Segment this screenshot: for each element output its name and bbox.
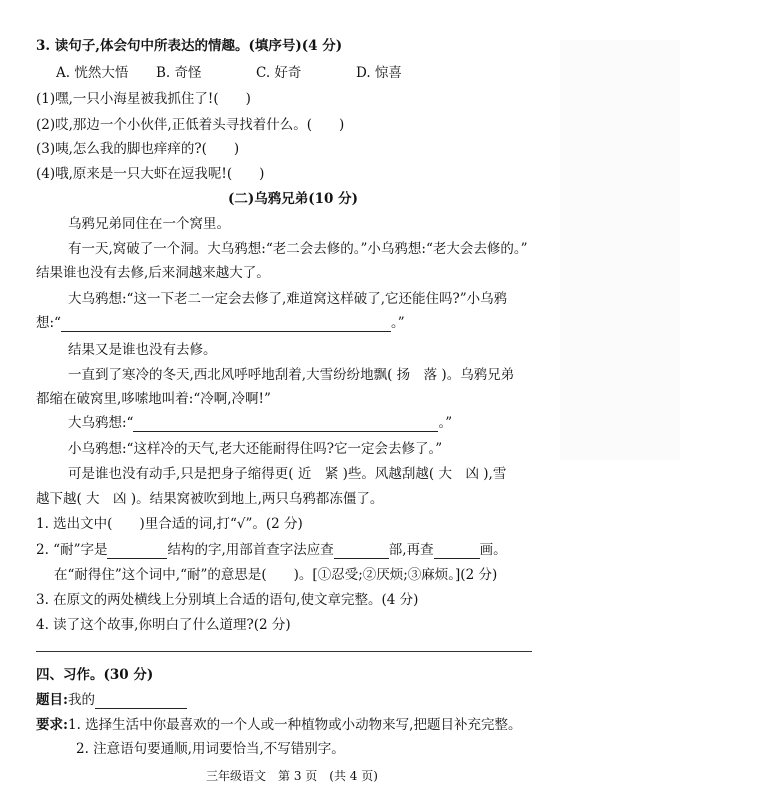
q3-option-c: C. 好奇 xyxy=(256,65,302,81)
writing-topic-label: 题目: xyxy=(36,692,68,708)
story-p5a: 一直到了寒冷的冬天,西北风呼呼地刮着,大雪纷纷地飘( 扬 落 )。乌鸦兄弟 xyxy=(68,367,515,383)
q2-part-d: 画。 xyxy=(479,542,507,558)
story-p2b: 结果谁也没有去修,后来洞越来越大了。 xyxy=(36,265,270,281)
story-p1: 乌鸦兄弟同住在一个窝里。 xyxy=(68,216,230,232)
story-question-2 xyxy=(36,541,507,559)
writing-req-label: 要求: xyxy=(36,717,68,733)
q3-item-3: (3)咦,怎么我的脚也痒痒的?( ) xyxy=(36,141,240,157)
q3-title: 3. 读句子,体会句中所表达的情趣。(填序号)(4 分) xyxy=(36,38,343,54)
q2-part-b: 结构的字,用部首查字法应查 xyxy=(167,542,334,558)
story-p3a: 大乌鸦想:“这一下老二一定会去修了,难道窝这样破了,它还能住吗?”小乌鸦 xyxy=(68,291,508,307)
story-question-3: 3. 在原文的两处横线上分别填上合适的语句,使文章完整。(4 分) xyxy=(36,592,419,608)
q2-blank-radical[interactable] xyxy=(334,544,389,559)
writing-topic xyxy=(36,691,187,709)
story-p8a: 可是谁也没有动手,只是把身子缩得更( 近 紧 )些。风越刮越( 大 凶 ),雪 xyxy=(68,466,507,482)
q3-option-b: B. 奇怪 xyxy=(156,65,202,81)
q2-blank-structure[interactable] xyxy=(107,544,167,559)
q2-part-a: 2. “耐”字是 xyxy=(36,542,108,558)
bleed-through-mark xyxy=(560,40,680,460)
story-p4: 结果又是谁也没有去修。 xyxy=(68,342,217,358)
writing-topic-blank[interactable] xyxy=(95,694,187,709)
writing-requirement-2: 2. 注意语句要通顺,用词要恰当,不写错别字。 xyxy=(76,741,345,757)
story-p6 xyxy=(68,414,452,432)
q3-option-a: A. 恍然大悟 xyxy=(56,65,129,81)
story-question-1: 1. 选出文中( )里合适的词,打“√”。(2 分) xyxy=(36,516,303,532)
story-p3b xyxy=(36,314,405,332)
story-p8b: 越下越( 大 凶 )。结果窝被吹到地上,两只乌鸦都冻僵了。 xyxy=(36,491,384,507)
story-p3b-suffix: 。” xyxy=(390,315,405,331)
story-heading: (二)乌鸦兄弟(10 分) xyxy=(228,191,359,207)
story-p5b: 都缩在破窝里,哆嗦地叫着:“冷啊,冷啊!” xyxy=(36,391,271,407)
q2-blank-strokes[interactable] xyxy=(434,544,480,559)
answer-line[interactable] xyxy=(36,651,532,652)
writing-req1-text: 1. 选择生活中你最喜欢的一个人或一种植物或小动物来写,把题目补充完整。 xyxy=(67,717,522,733)
story-blank-1[interactable] xyxy=(61,317,391,332)
story-p7: 小乌鸦想:“这样冷的天气,老大还能耐得住吗?它一定会去修了。” xyxy=(68,441,443,457)
page-footer: 三年级语文 第 3 页 (共 4 页) xyxy=(206,769,378,783)
q2-part-c: 部,再查 xyxy=(388,542,434,558)
story-p2a: 有一天,窝破了一个洞。大乌鸦想:“老二会去修的。”小乌鸦想:“老大会去修的。” xyxy=(68,241,528,257)
story-question-4: 4. 读了这个故事,你明白了什么道理?(2 分) xyxy=(36,617,291,633)
story-p6-prefix: 大乌鸦想:“ xyxy=(68,415,134,431)
story-question-2-line2: 在“耐得住”这个词中,“耐”的意思是( )。[①忍受;②厌烦;③麻烦。](2 分) xyxy=(54,567,498,583)
q3-item-1: (1)嘿,一只小海星被我抓住了!( ) xyxy=(36,91,251,107)
writing-topic-text: 我的 xyxy=(67,692,95,708)
q3-item-2: (2)哎,那边一个小伙伴,正低着头寻找着什么。( ) xyxy=(36,117,345,133)
writing-heading: 四、习作。(30 分) xyxy=(36,667,154,683)
story-p3b-prefix: 想:“ xyxy=(36,315,61,331)
q3-options xyxy=(56,64,456,82)
q3-option-d: D. 惊喜 xyxy=(356,65,402,81)
story-p6-suffix: 。” xyxy=(438,415,453,431)
q3-item-4: (4)哦,原来是一只大虾在逗我呢!( ) xyxy=(36,166,265,182)
story-blank-2[interactable] xyxy=(133,417,438,432)
writing-requirement-1 xyxy=(36,716,521,734)
